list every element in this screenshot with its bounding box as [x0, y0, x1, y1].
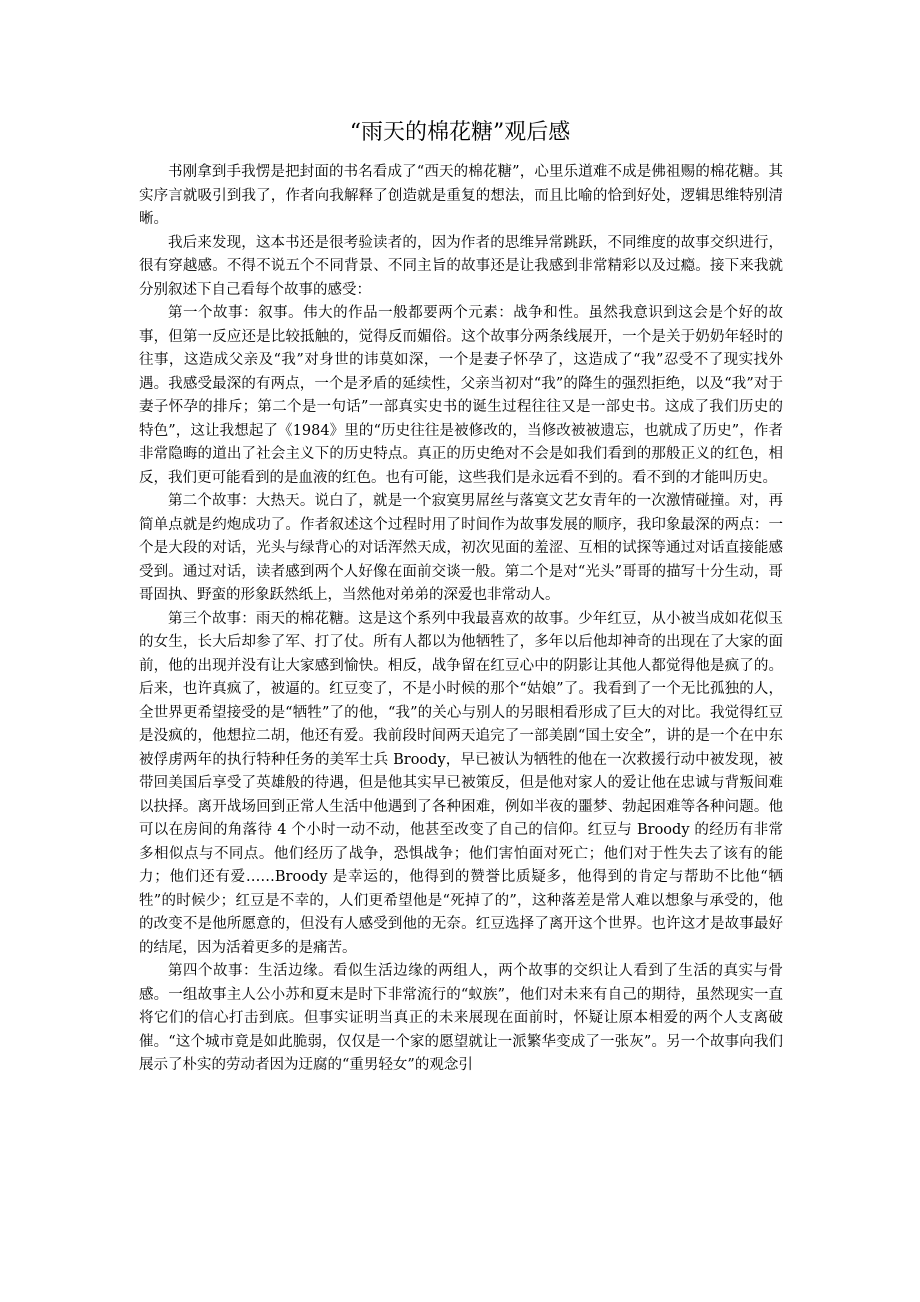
- paragraph-story-3: 第三个故事：雨天的棉花糖。这是这个系列中我最喜欢的故事。少年红豆，从小被当成如花似玉的女生，长大后却参了军、打了仗。所有人都以为他牺牲了，多年以后他却神奇的出现在了大家的面前，他的出现并没有让大家感到愉快。相反，战争留在红豆心中的阴影让其他人都觉得他是疯了的。后来，也许真疯了，被逼的。红豆变了，不是小时候的那个“姑娘”了。我看到了一个无比孤独的人，全世界更希望接受的是“牺牲”了的他，“我”的关心与别人的另眼相看形成了巨大的对比。我觉得红豆是没疯的，他想拉二胡，他还有爱。我前段时间两天追完了一部美剧“国土安全”，讲的是一个在中东被俘虏两年的执行特种任务的美军士兵 Broody，早已被认为牺牲的他在一次救援行动中被发现，被带回美国后享受了英雄般的待遇，但是他其实早已被策反，但是他对家人的爱让他在忠诚与背叛间难以抉择。离开战场回到正常人生活中他遇到了各种困难，例如半夜的噩梦、勃起困难等各种问题。他可以在房间的角落待 4 个小时一动不动，他甚至改变了自己的信仰。红豆与 Broody 的经历有非常多相似点与不同点。他们经历了战争，恐惧战争；他们害怕面对死亡；他们对于性失去了该有的能力；他们还有爱……Broody 是幸运的，他得到的赞誉比质疑多，他得到的肯定与帮助不比他“牺牲”的时候少；红豆是不幸的，人们更希望他是“死掉了的”，这种落差是常人难以想象与承受的，他的改变不是他所愿意的，但没有人感受到他的无奈。红豆选择了离开这个世界。也许这才是故事最好的结尾，因为活着更多的是痛苦。: [139, 610, 783, 956]
- paragraph-story-2: 第二个故事：大热天。说白了，就是一个寂寞男屌丝与落寞文艺女青年的一次激情碰撞。对，再简单点就是约炮成功了。作者叙述这个过程时用了时间作为故事发展的顺序，我印象最深的两点：一个是大段的对话，光头与绿背心的对话浑然天成，初次见面的羞涩、互相的试探等通过对话直接能感受到。通过对话，读者感到两个人好像在面前交谈一般。第二个是对“光头”哥哥的描写十分生动，哥哥固执、野蛮的形象跃然纸上，当然他对弟弟的深爱也非常动人。: [139, 493, 783, 603]
- document-title: “雨天的棉花糖”观后感: [349, 120, 571, 145]
- paragraph-story-4: 第四个故事：生活边缘。看似生活边缘的两组人，两个故事的交织让人看到了生活的真实与骨感。一组故事主人公小苏和夏末是时下非常流行的“蚁族”，他们对未来有自己的期待，虽然现实一直将它们的信心打击到底。但事实证明当真正的未来展现在面前时，怀疑让原本相爱的两个人支离破催。“这个城市竟是如此脆弱，仅仅是一个家的愿望就让一派繁华变成了一张灰”。另一个故事向我们展示了朴实的劳动者因为迂腐的“重男轻女”的观念引: [139, 963, 783, 1073]
- paragraph-intro: 书刚拿到手我愣是把封面的书名看成了“西天的棉花糖”，心里乐道难不成是佛祖赐的棉花糖。其实序言就吸引到我了，作者向我解释了创造就是重复的想法，而且比喻的恰到好处，逻辑思维特别清晰。: [139, 164, 783, 227]
- paragraph-overview: 我后来发现，这本书还是很考验读者的，因为作者的思维异常跳跃，不同维度的故事交织进行，很有穿越感。不得不说五个不同背景、不同主旨的故事还是让我感到非常精彩以及过瘾。接下来我就分别叙述下自己看每个故事的感受：: [139, 234, 783, 298]
- paragraph-story-1: 第一个故事：叙事。伟大的作品一般都要两个元素：战争和性。虽然我意识到这会是个好的故事，但第一反应还是比较抵触的，觉得反而媚俗。这个故事分两条线展开，一个是关于奶奶年轻时的往事，这造成父亲及“我”对身世的讳莫如深，一个是妻子怀孕了，这造成了“我”忍受不了现实找外遇。我感受最深的有两点，一个是矛盾的延续性，父亲当初对“我”的降生的强烈拒绝，以及“我”对于妻子怀孕的排斥；第二个是一句话”一部真实史书的诞生过程往往又是一部史书。这成了我们历史的特色”，这让我想起了《1984》里的“历史往往是被修改的，当修改被被遗忘，也就成了历史”，作者非常隐晦的道出了社会主义下的历史特点。真正的历史绝对不会是如我们看到的那般正义的红色，相反，我们更可能看到的是血液的红色。也有可能，这些我们是永远看不到的。看不到的才能叫历史。: [139, 305, 783, 486]
- document-body: [139, 161, 783, 1078]
